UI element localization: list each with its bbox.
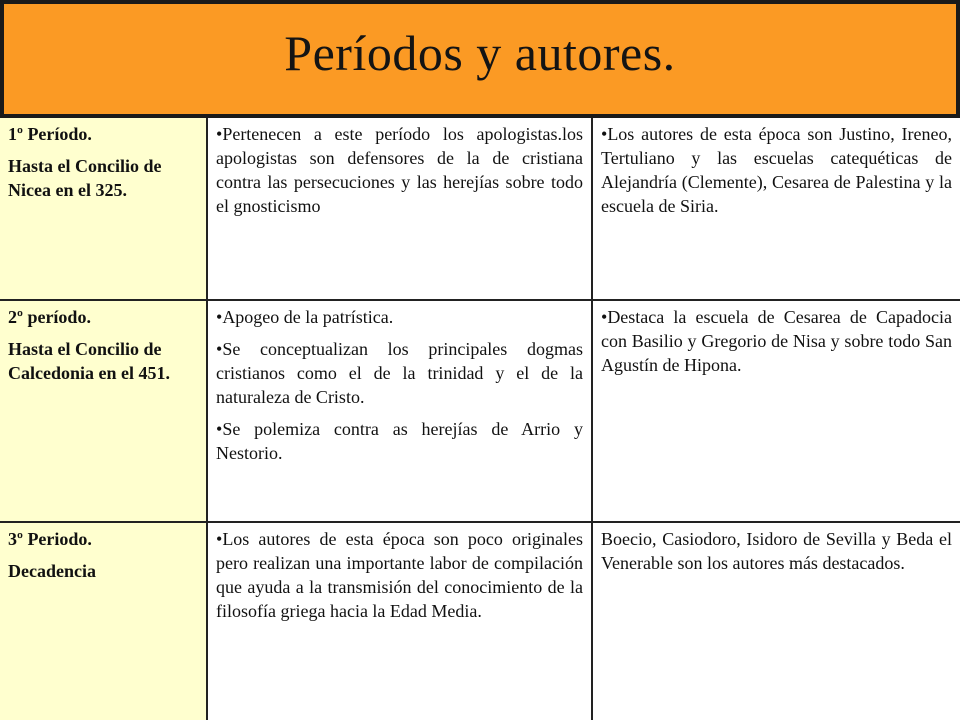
authors-text: Boecio, Casiodoro, Isidoro de Sevilla y Beda el Venerable son los autores más destacados. [601, 529, 952, 573]
table-row-period-1 [0, 118, 960, 300]
authors-cell [592, 118, 960, 300]
authors-cell [592, 300, 960, 522]
characteristic-item: • Apogeo de la patrística. [216, 305, 583, 329]
title-bar [0, 0, 960, 118]
period-description: Decadencia [8, 561, 96, 581]
slide-title: Períodos y autores. [284, 25, 676, 81]
period-label-cell [0, 118, 207, 300]
title-banner [4, 4, 956, 114]
period-label-cell [0, 300, 207, 522]
table-row-period-3 [0, 522, 960, 720]
authors-text: • Destaca la escuela de Cesarea de Capadocia con Basilio y Gregorio de Nisa y sobre todo San Agustín de Hipona. [601, 305, 952, 377]
table-row-period-2 [0, 300, 960, 522]
authors-cell [592, 522, 960, 720]
characteristic-item: • Se polemiza contra as herejías de Arrio y Nestorio. [216, 417, 583, 465]
authors-text: • Los autores de esta época son Justino, Ireneo, Tertuliano y las escuelas catequéticas de Alejandría (Clemente), Cesarea de Palestina y la escuela de Siria. [601, 122, 952, 218]
period-label: 2º período. [8, 307, 91, 327]
characteristic-item: • Pertenecen a este período los apologistas.los apologistas son defensores de la de cristiana contra las persecuciones y las herejías sobre todo el gnosticismo [216, 122, 583, 218]
characteristic-item: • Se conceptualizan los principales dogmas cristianos como el de la trinidad y el de la naturaleza de Cristo. [216, 337, 583, 409]
period-label: 1º Período. [8, 124, 92, 144]
period-description: Hasta el Concilio de Calcedonia en el 451. [8, 339, 170, 383]
characteristic-item: • Los autores de esta época son poco originales pero realizan una importante labor de compilación que ayuda a la transmisión del conocimiento de la filosofía griega hacia la Edad Media. [216, 527, 583, 623]
period-description: Hasta el Concilio de Nicea en el 325. [8, 156, 162, 200]
periods-table [0, 118, 960, 720]
characteristics-cell [207, 300, 592, 522]
characteristics-cell [207, 118, 592, 300]
period-label-cell [0, 522, 207, 720]
period-label: 3º Periodo. [8, 529, 92, 549]
characteristics-cell [207, 522, 592, 720]
